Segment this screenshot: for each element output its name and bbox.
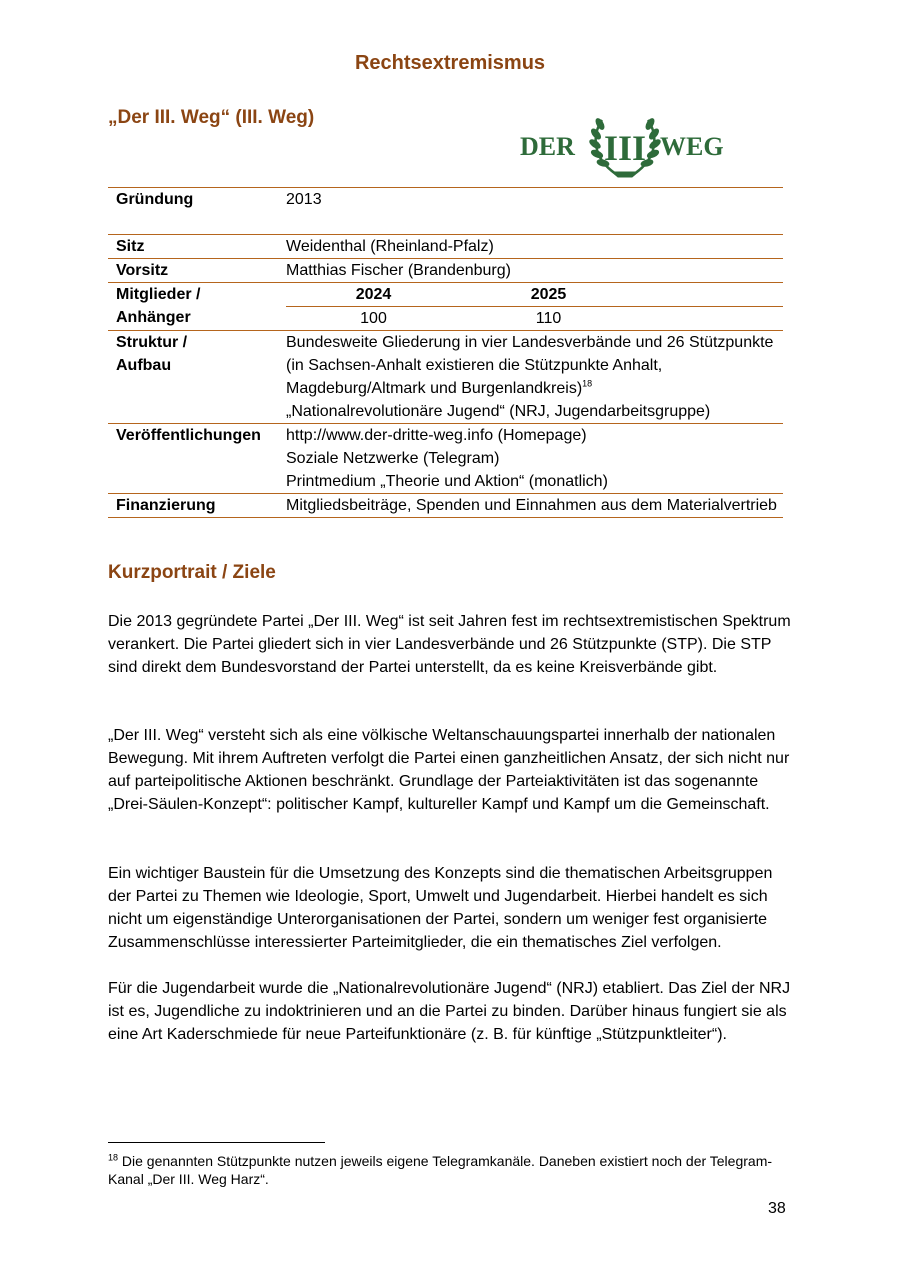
page-number: 38 [768, 1200, 786, 1217]
table-row-veroeffentlichungen [108, 424, 783, 494]
party-title: „Der III. Weg“ (III. Weg) [108, 107, 315, 128]
struktur-label-line2: Aufbau [116, 357, 172, 374]
veroeffentlichungen-label: Veröffentlichungen [108, 424, 286, 494]
footnote-ref-18: 18 [582, 378, 593, 389]
party-logo [520, 110, 730, 180]
count-2024: 100 [360, 310, 387, 327]
footnote-text: Die genannten Stützpunkte nutzen jeweils eigene Telegramkanäle. Daneben existiert noch der Telegram-Kanal „Der III. Weg Harz“. [108, 1153, 773, 1187]
table-row-vorsitz [108, 259, 783, 283]
logo-right-text: WEG [660, 132, 724, 161]
struktur-text2: „Nationalrevolutionäre Jugend“ (NRJ, Jugendarbeitsgruppe) [286, 403, 711, 420]
vorsitz-label: Vorsitz [108, 259, 286, 283]
mitglieder-label-line2: Anhänger [116, 309, 191, 326]
struktur-value [286, 331, 783, 424]
kurzportrait-title: Kurzportrait / Ziele [108, 562, 276, 583]
mitglieder-values [286, 283, 783, 331]
finanzierung-value: Mitgliedsbeiträge, Spenden und Einnahmen aus dem Materialvertrieb [286, 494, 783, 518]
table-row-finanzierung [108, 494, 783, 518]
mitglieder-label-line1: Mitglieder / [116, 286, 201, 303]
gruendung-label: Gründung [108, 188, 286, 212]
social-media-line: Soziale Netzwerke (Telegram) [286, 450, 500, 467]
section-header: Rechtsextremismus [354, 52, 546, 74]
footnote-divider [108, 1142, 325, 1143]
paragraph-2: „Der III. Weg“ versteht sich als eine völkische Weltanschauungspartei innerhalb der nationalen Bewegung. Mit ihrem Auftreten verfolgt die Partei einen ganzheitlichen Ansatz, der sich nicht nur auf parteipolitische Aktionen beschränkt. Grundlage der Parteiaktivitäten ist das sogenannte „Drei-Säulen-Konzept“: politischer Kampf, kultureller Kampf und Kampf um die Gemeinschaft. [108, 727, 790, 813]
struktur-text: Bundesweite Gliederung in vier Landesverbände und 26 Stützpunkte (in Sachsen-Anhalt existieren die Stützpunkte Anhalt, Magdeburg/Altmark und Burgenlandkreis) [286, 334, 774, 397]
paragraph-4: Für die Jugendarbeit wurde die „Nationalrevolutionäre Jugend“ (NRJ) etabliert. Das Ziel der NRJ ist es, Jugendliche zu indoktrinieren und an die Partei zu binden. Darüber hinaus fungiert sie als eine Art Kaderschmiede für neue Parteifunktionäre (z. B. für künftige „Stützpunktleiter“). [108, 980, 791, 1043]
logo-left-text: DER [520, 132, 575, 161]
vorsitz-value: Matthias Fischer (Brandenburg) [286, 259, 783, 283]
table-row-struktur [108, 331, 783, 424]
table-row-mitglieder [108, 283, 783, 331]
footnote [108, 1152, 798, 1188]
veroeffentlichungen-value [286, 424, 783, 494]
paragraph-3: Ein wichtiger Baustein für die Umsetzung des Konzepts sind die thematischen Arbeitsgruppen der Partei zu Themen wie Ideologie, Sport, Umwelt und Jugendarbeit. Hierbei handelt es sich nicht um eigenständige Unterorganisationen der Partei, sondern um weniger fest organisierte Zusammenschlüsse interessierter Parteimitglieder, die ein thematisches Ziel verfolgen. [108, 865, 773, 951]
homepage-link[interactable]: http://www.der-dritte-weg.info (Homepage) [286, 427, 587, 444]
sitz-label: Sitz [108, 235, 286, 259]
mitglieder-year-header [286, 283, 783, 306]
sitz-value: Weidenthal (Rheinland-Pfalz) [286, 235, 783, 259]
print-medium-line: Printmedium „Theorie und Aktion“ (monatlich) [286, 473, 608, 490]
logo-center-text: III [603, 128, 647, 168]
info-table [108, 187, 783, 518]
struktur-label [108, 331, 286, 424]
count-2025: 110 [535, 310, 562, 327]
paragraph-1: Die 2013 gegründete Partei „Der III. Weg“ ist seit Jahren fest im rechtsextremistischen Spektrum verankert. Die Partei gliedert sich in vier Landesverbände und 26 Stützpunkte (STP). Die STP sind direkt dem Bundesvorstand der Partei unterstellt, da es keine Kreisverbände gibt. [108, 613, 791, 676]
year-2025-header: 2025 [530, 286, 567, 303]
footnote-number: 18 [108, 1152, 119, 1163]
mitglieder-label [108, 283, 286, 331]
table-row-gruendung [108, 188, 783, 212]
table-row-spacer [108, 211, 783, 235]
struktur-label-line1: Struktur / [116, 334, 188, 351]
table-row-sitz [108, 235, 783, 259]
gruendung-value: 2013 [286, 188, 783, 212]
year-2024-header: 2024 [355, 286, 392, 303]
mitglieder-counts [286, 306, 783, 330]
finanzierung-label: Finanzierung [108, 494, 286, 518]
